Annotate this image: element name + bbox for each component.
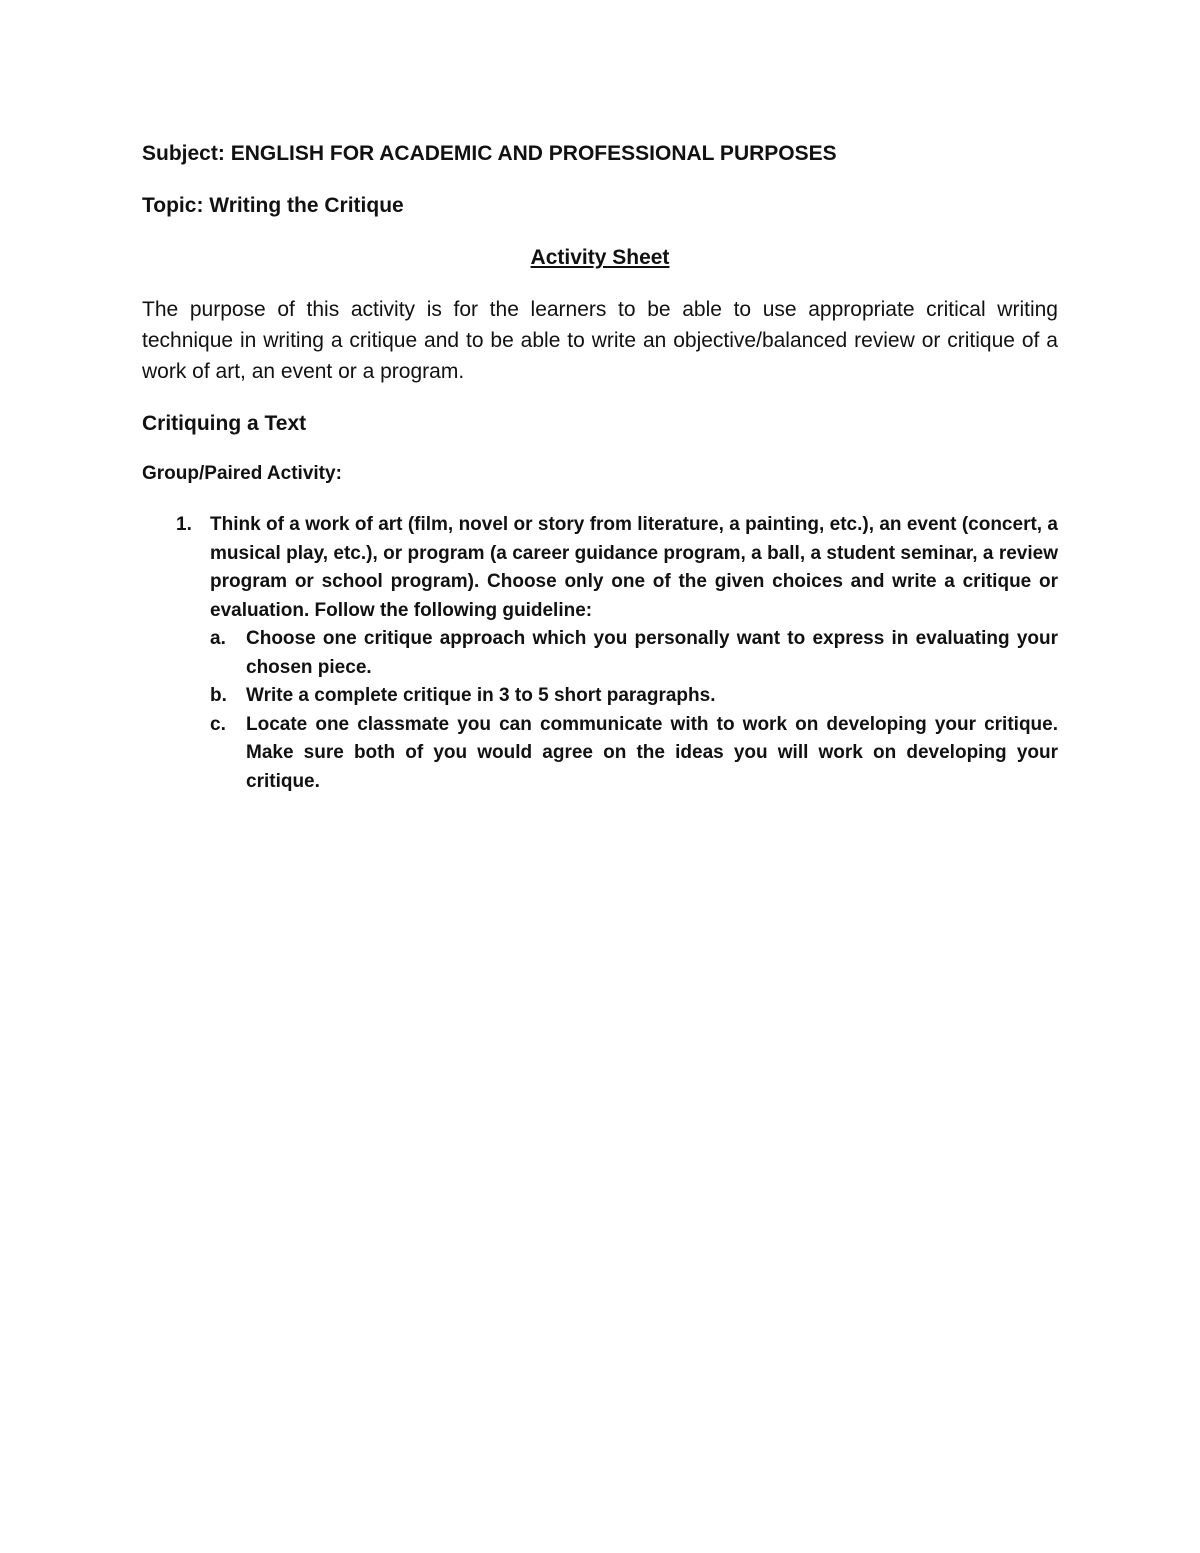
guideline-item bbox=[210, 682, 1058, 711]
subject-label: Subject: bbox=[142, 142, 225, 165]
section-heading: Critiquing a Text bbox=[142, 412, 307, 435]
guideline-list bbox=[210, 625, 1058, 796]
guideline-text: Locate one classmate you can communicate with to work on developing your critique. Make sure both of you would agree on the ideas you will work on developing your critique. bbox=[246, 713, 1058, 792]
list-item-number: 1. bbox=[176, 514, 192, 535]
list-item-text: Think of a work of art (film, novel or story from literature, a painting, etc.), an event (concert, a musical play, etc.), or program (a career guidance program, a ball, a student seminar, a review program or school program). Choose only one of the given choices and write a critique or evaluation. Follow the following guideline: bbox=[210, 514, 1058, 621]
topic-value: Writing the Critique bbox=[209, 194, 404, 217]
list-item bbox=[142, 511, 1058, 796]
guideline-letter: c. bbox=[210, 713, 226, 735]
subject-line bbox=[142, 140, 1058, 168]
guideline-text: Choose one critique approach which you personally want to express in evaluating your chosen piece. bbox=[246, 628, 1058, 678]
guideline-text: Write a complete critique in 3 to 5 short paragraphs. bbox=[246, 685, 716, 706]
subject-value: ENGLISH FOR ACADEMIC AND PROFESSIONAL PURPOSES bbox=[230, 142, 837, 165]
instruction-list bbox=[142, 511, 1058, 796]
guideline-item bbox=[210, 711, 1058, 797]
activity-sheet-title: Activity Sheet bbox=[530, 246, 670, 269]
list-item-body bbox=[210, 511, 1058, 796]
purpose-paragraph: The purpose of this activity is for the learners to be able to use appropriate critical writing technique in writing a critique and to be able to write an objective/balanced review or critique of a work of art, an event or a program. bbox=[142, 298, 1058, 383]
guideline-letter: b. bbox=[210, 685, 227, 706]
activity-label: Group/Paired Activity: bbox=[142, 463, 342, 484]
topic-line bbox=[142, 192, 1058, 220]
guideline-item bbox=[210, 625, 1058, 682]
topic-label: Topic: bbox=[142, 194, 204, 217]
guideline-letter: a. bbox=[210, 628, 226, 649]
